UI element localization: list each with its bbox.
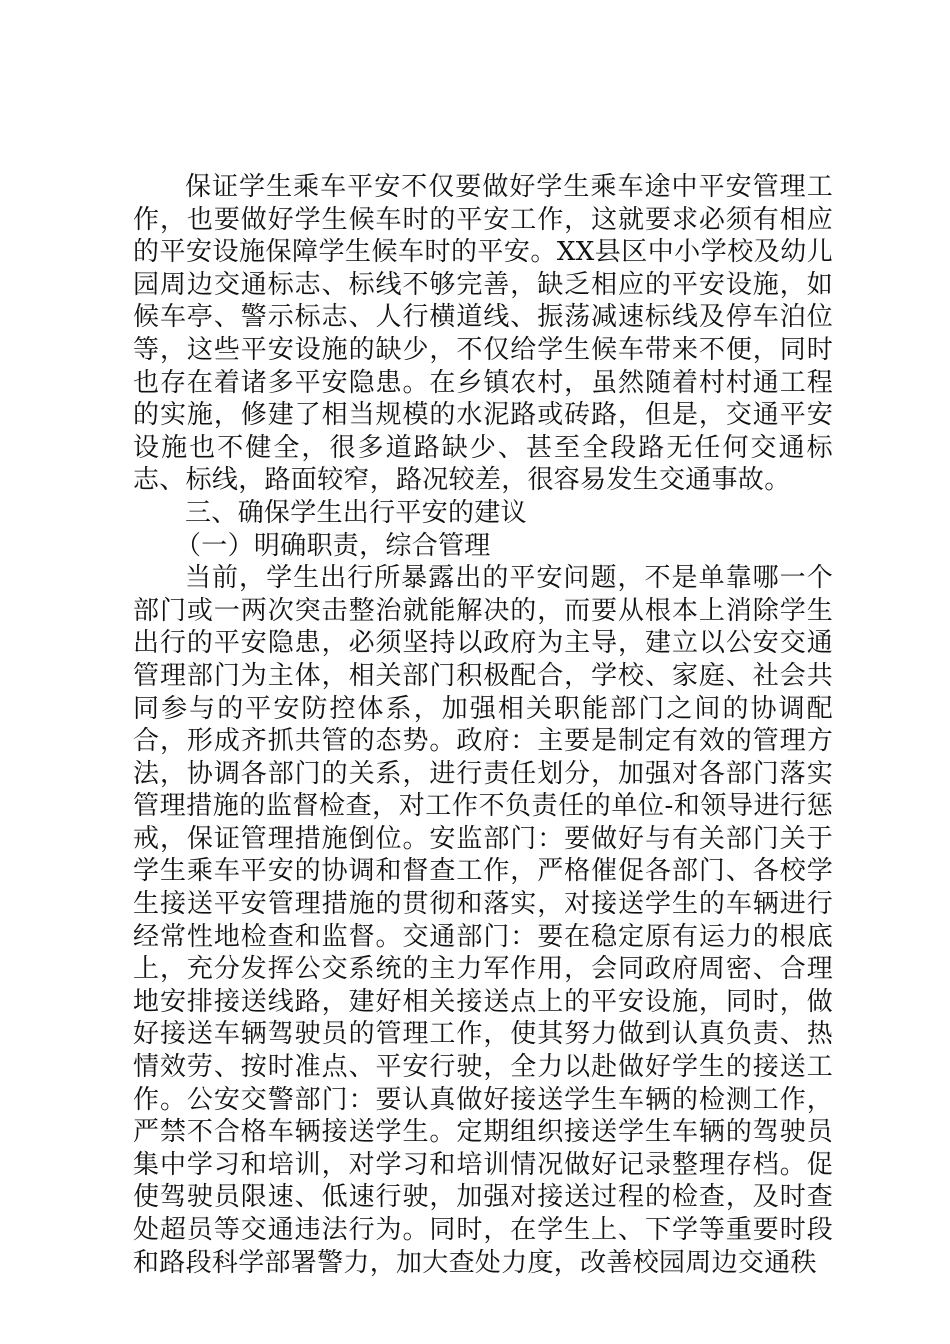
document-body [133, 171, 833, 1279]
section-heading-3: 三、确保学生出行平安的建议 [185, 497, 527, 528]
subsection-heading-1: （一）明确职责，综合管理 [175, 530, 491, 561]
paragraph-responsibilities: 当前，学生出行所暴露出的平安问题，不是单靠哪一个部门或一两次突击整治就能解决的，而要从根本上消除学生出行的平安隐患，必须坚持以政府为主导，建立以公安交通管理部门为主体，相关部门积极配合，学校、家庭、社会共同参与的平安防控体系，加强相关职能部门之间的协调配合，形成齐抓共管的态势。政府：主要是制定有效的管理方法，协调各部门的关系，进行责任划分，加强对各部门落实管理措施的监督检查，对工作不负责任的单位-和领导进行惩戒，保证管理措施倒位。安监部门：要做好与有关部门关于学生乘车平安的协调和督查工作，严格催促各部门、各校学生接送平安管理措施的贯彻和落实，对接送学生的车辆进行经常性地检查和监督。交通部门：要在稳定原有运力的根底上，充分发挥公交系统的主力军作用，会同政府周密、合理地安排接送线路，建好相关接送点上的平安设施，同时，做好接送车辆驾驶员的管理工作，使其努力做到认真负责、热情效劳、按时准点、平安行驶，全力以赴做好学生的接送工作。公安交警部门：要认真做好接送学生车辆的检测工作，严禁不合格车辆接送学生。定期组织接送学生车辆的驾驶员集中学习和培训，对学习和培训情况做好记录整理存档。促使驾驶员限速、低速行驶，加强对接送过程的检查，及时查处超员等交通违法行为。同时，在学生上、下学等重要时段和路段科学部署警力，加大查处力度，改善校园周边交通秩 [133, 563, 833, 1278]
paragraph-safety-facilities: 保证学生乘车平安不仅要做好学生乘车途中平安管理工作，也要做好学生候车时的平安工作，这就要求必须有相应的平安设施保障学生候车时的平安。XX县区中小学校及幼儿园周边交通标志、标线不够完善，缺乏相应的平安设施，如候车亭、警示标志、人行横道线、振荡减速标线及停车泊位等，这些平安设施的缺少，不仅给学生候车带来不便，同时也存在着诸多平安隐患。在乡镇农村，虽然随着村村通工程的实施，修建了相当规模的水泥路或砖路，但是，交通平安设施也不健全，很多道路缺少、甚至全段路无任何交通标志、标线，路面较窄，路况较差，很容易发生交通事故。 [133, 172, 833, 496]
